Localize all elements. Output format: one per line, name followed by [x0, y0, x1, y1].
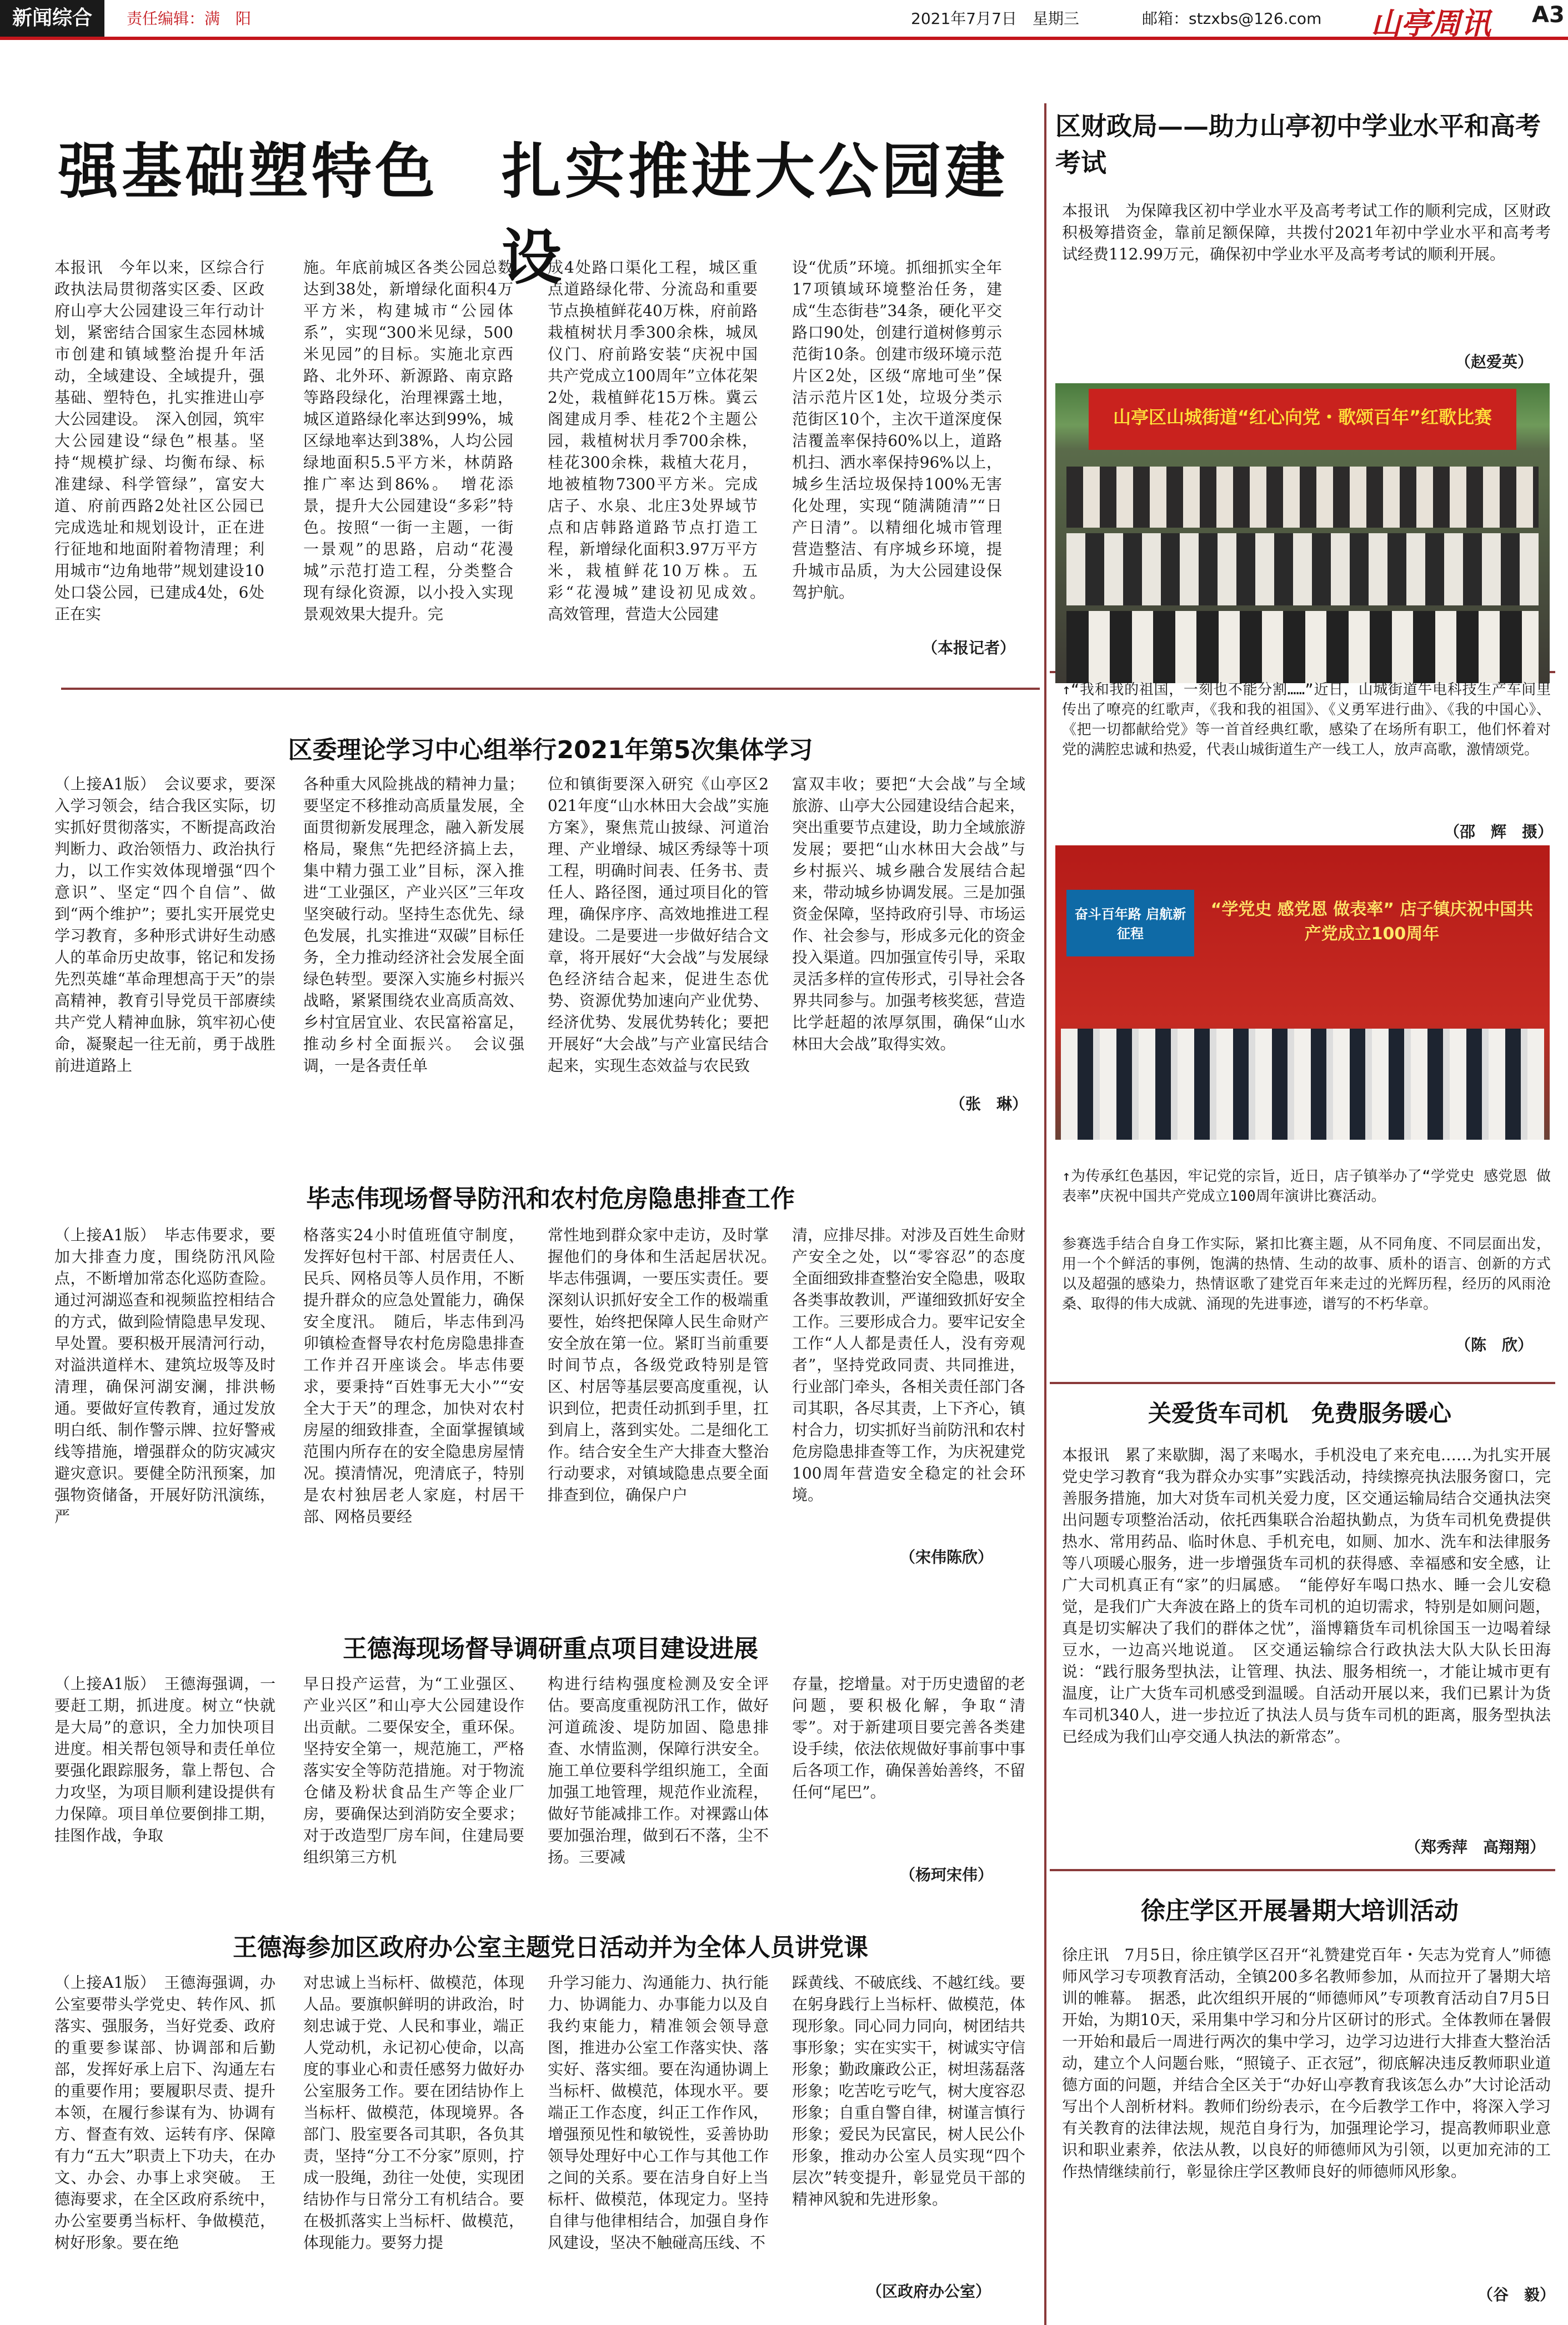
byline: （本报记者） — [922, 639, 1016, 657]
headline-finance-bureau — [1055, 108, 1544, 181]
article-column: （上接A1版） 王德海强调，办公室要带头学党史、转作风、抓落实、强服务，当好党委、政府的重要参谋部、协调部和后勤部，发挥好承上启下、沟通左右的重要作用；要履职尽责、提升本领，在履行参谋有为、协调有方、督查有效、运转有序、保障有力“五大”职责上下功夫，在办文、办会、办事上求突破。 王德海要求，在全区政府系统中，办公室要勇当标杆、争做模范，树好形象。要在绝 — [54, 1973, 275, 2252]
article-party-lecture — [54, 1972, 1043, 2305]
article-column: 本报讯 今年以来，区综合行政执法局贯彻落实区委、区政府山亭大公园建设三年行动计划，紧密结合国家生态园林城市创建和镇域整治提升年活动，全域建设、全域提升，强基础、塑特色，扎实推进山亭大公园建设。 深入创园，筑牢大公园建设“绿色”根基。坚持“规模扩绿、均衡布绿、标准建绿、科学管绿”，富安大道、府前西路2处社区公园已完成选址和规划设计，正在进行征地和地面附着物清理；利用城市“边角地带”规划建设10处口袋公园，已建成4处，6处正在实 — [54, 258, 265, 623]
article-column: 各种重大风险挑战的精神力量；要坚定不移推动高质量发展，全面贯彻新发展理念，融入新发展格局，聚焦“先把经济搞上去，集中精力强工业”目标，深入推进“工业强区，产业兴区”三年攻坚突破行动。坚持生态优先、绿色发展，扎实推进“双碳”目标任务，全力推动经济社会发展全面绿色转型。要深入实施乡村振兴战略，紧紧围绕农业高质高效、乡村宜居宜业、农民富裕富足，推动乡村全面振兴。 会议强调，一是各责任单 — [303, 775, 524, 1075]
banner-text: 奋斗百年路 启航新征程 — [1074, 906, 1186, 941]
headline-truck-drivers: 关爱货车司机 免费服务暖心 — [1148, 1400, 1451, 1427]
article-column: 施。年底前城区各类公园总数达到38处，新增绿化面积4万平方米，构建城市“公园体系”，实现“300米见绿，500米见园”的目标。实施北京西路、北外环、新源路、南京路等路段绿化，治理裸露土地，城区道路绿化率达到99%，城区绿地率达到38%，人均公园绿地面积5.5平方米，林荫路推广率达到86%。 增花添景，提升大公园建设“多彩”特色。按照“一街一主题，一街一景观”的思路，启动“花漫城”示范打造工程，分类整合现有绿化资源，以小投入实现景观效果大提升。完 — [303, 258, 513, 623]
chorus-row — [1066, 467, 1539, 528]
article-column: （上接A1版） 会议要求，要深入学习领会，结合我区实际，切实抓好贯彻落实，不断提高政治判断力、政治领悟力、政治执行力，以工作实效体现增强“四个意识”、坚定“四个自信”、做到“两个维护”；要扎实开展党史学习教育，多种形式讲好生动感人的革命历史故事，铭记和发扬先烈英雄“革命理想高于天”的崇高精神，教育引导党员干部赓续共产党人精神血脉，筑牢初心使命，凝聚起一往无前，勇于战胜前进道路上 — [54, 775, 275, 1075]
section-divider — [1050, 1869, 1555, 1871]
article-park-construction — [54, 257, 1043, 662]
page-number: A3 — [1532, 2, 1565, 28]
byline: （郑秀萍 高翔翔） — [1405, 1838, 1546, 1856]
article-theory-study — [54, 773, 1043, 1112]
article-column: （上接A1版） 毕志伟要求，要加大排查力度，围绕防汛风险点，不断增加常态化巡防查险。通过河湖巡查和视频监控相结合的方式，做到险情隐患早发现、早处置。要积极开展清河行动，对溢洪道样木、建筑垃圾等及时清理，确保河湖安澜，排洪畅通。要做好宣传教育，通过发放明白纸、制作警示牌、拉好警戒线等措施，增强群众的防灾减灾避灾意识。要健全防汛预案，加强物资储备，开展好防汛演练，严 — [54, 1226, 275, 1526]
article-column: 富双丰收；要把“大会战”与全域旅游、山亭大公园建设结合起来，突出重要节点建设，助力全域旅游发展；要把“山水林田大会战”与乡村振兴、城乡融合发展结合起来，带动城乡协调发展。三是加强资金保障，坚持政府引导、市场运作、社会参与，形成多元化的资金投入渠道。四加强宣传引导，采取灵活多样的宣传形式，引导社会各界共同参与。加强考核奖惩，营造比学赶超的浓厚氛围，确保“山水林田大会战”取得实效。 — [792, 775, 1026, 1053]
article-project-inspection — [54, 1673, 1043, 1873]
photo-caption: 参赛选手结合自身工作实际，紧扣比赛主题，从不同角度、不同层面出发，用一个个鲜活的事例，饱满的热情、生动的故事、质朴的语言、创新的方式以及超强的感染力，热情讴歌了建党百年来走过的光辉历程，经历的风雨沧桑、取得的伟大成就、涌现的先进事迹，谱写的不朽华章。 — [1062, 1236, 1551, 1312]
newspaper-logo: 山亭周讯 — [1371, 6, 1491, 41]
article-column: 格落实24小时值班值守制度，发挥好包村干部、村居责任人、民兵、网格员等人员作用，不断提升群众的应急处置能力，确保安全度汛。 随后，毕志伟到冯卯镇检查督导农村危房隐患排查工作并召开座谈会。毕志伟要求，要秉持“百姓事无大小”“安全大于天”的理念，加快对农村房屋的细致排查，全面掌握镇域范围内所存在的安全隐患房屋情况。摸清情况，兜清底子，特别是农村独居老人家庭，村居干部、网格员要经 — [303, 1226, 524, 1526]
photo-caption: ↑“我和我的祖国，一刻也不能分割……”近日，山城街道牛电科技生产车间里传出了嘹亮的红歌声，《我和我的祖国》、《义勇军进行曲》、《我的中国心》、《把一切都献给党》等一首首经典红歌，感染了在场所有职工，他们怀着对党的满腔忠诚和热爱，代表山城街道生产一线工人，放声高歌，激情颂党。 — [1062, 682, 1551, 758]
stage-banner — [1089, 389, 1516, 450]
article-column: 设“优质”环境。抓细抓实全年17项镇域环境整治任务，建成“生态街巷”34条，硬化平交路口90处，创建行道树修剪示范街10条。创建市级环境示范片区2处，区级“席地可坐”保洁示范片区1处，垃圾分类示范街区10个，主次干道深度保洁覆盖率保持60%以上，道路机扫、洒水率保持96%以上，城乡生活垃圾保持100%无害化处理，实现“随满随清”“日产日清”。以精细化城市管理营造整洁、有序城乡环境，提升城市品质，为大公园建设保驾护航。 — [792, 258, 1002, 602]
article-column: 常性地到群众家中走访，及时掌握他们的身体和生活起居状况。 毕志伟强调，一要压实责任。要深刻认识抓好安全工作的极端重要性，始终把保障人民生命财产安全放在第一位。紧盯当前重要时间节点，各级党政特别是管区、村居等基层要高度重视，认识到位，把责任动抓到手里，扛到肩上，落到实处。二是细化工作。结合安全生产大排查大整治行动要求，对镇域隐患点要全面排查到位，确保户户 — [548, 1226, 785, 1504]
article-column: 存量，挖增量。对于历史遗留的老问题，要积极化解，争取“清零”。对于新建项目要完善各类建设手续，依法依规做好事前事中事后各项工作，确保善始善终，不留任何“尾巴”。 — [792, 1675, 1026, 1801]
section-divider — [1050, 1382, 1555, 1384]
article-truck-drivers-body: 本报讯 累了来歇脚，渴了来喝水，手机没电了来充电……为扎实开展党史学习教育“我为群众办实事”实践活动，持续擦亮执法服务窗口，完善服务措施，加大对货车司机关爱力度，区交通运输局结合交通执法突出问题专项整治活动，依托西集联合治超执勤点，为货车司机免费提供热水、常用药品、临时休息、手机充电，如厕、加水、洗车和法律服务等八项暖心服务，进一步增强货车司机的获得感、幸福感和安全感，让广大司机真正有“家”的归属感。 “能停好车喝口热水、睡一会儿安稳觉，是我们广大奔波在路上的货车司机的迫切需求，特别是如厕问题，真是切实解决了我们的群体之忧”，淄博籍货车司机徐国玉一边喝着绿豆水，一边高兴地说道。 区交通运输综合行政执法大队大队长田海说：“践行服务型执法，让管理、执法、服务相统一，才能让城市更有温度，让广大货车司机感受到温暖。自活动开展以来，我们已累计为货车司机340人，进一步拉近了执法人员与货车司机的距离，服务型执法已经成为我们山亭交通人执法的新常态”。 — [1062, 1446, 1551, 1746]
byline: （谷 毅） — [1477, 2286, 1556, 2304]
side-banner — [1066, 890, 1194, 956]
byline: （赵爱英） — [1455, 353, 1534, 371]
chorus-row — [1066, 533, 1539, 605]
editor-credit: 责任编辑：满 阳 — [127, 9, 252, 28]
contestant-row — [1061, 1029, 1544, 1140]
banner-text: “学党史 感党恩 做表率” 店子镇庆祝中国共产党成立100周年 — [1210, 900, 1534, 944]
section-tab: 新闻综合 — [0, 0, 104, 37]
photo-caption: ↑为传承红色基因，牢记党的宗旨，近日，店子镇举办了“学党史 感党恩 做表率”庆祝中国共产党成立100周年演讲比赛活动。 — [1062, 1168, 1551, 1205]
photo-credit: （邵 辉 摄） — [1444, 823, 1554, 841]
issue-date: 2021年7月7日 星期三 — [911, 9, 1079, 28]
headline-text: 区财政局——助力山亭初中学业水平和高考考试 — [1055, 111, 1541, 178]
headline-teacher-training: 徐庄学区开展暑期大培训活动 — [1141, 1897, 1459, 1925]
chorus-row — [1066, 611, 1539, 683]
article-finance-body: 本报讯 为保障我区初中学业水平及高考考试工作的顺利完成，区财政积极筹措资金，靠前足额保障，共拨付2021年初中学业水平和高考考试经费112.99万元，确保初中学业水平及高考考试的顺利开展。 — [1062, 202, 1551, 263]
article-column: 对忠诚上当标杆、做模范，体现人品。要旗帜鲜明的讲政治，时刻忠诚于党、人民和事业，端正人党动机，永记初心使命，以高度的事业心和责任感努力做好办公室服务工作。要在团结协作上当标杆、做模范，体现境界。各部门、股室要各司其职，各负其责，坚持“分工不分家”原则，拧成一股绳，劲往一处使，实现团结协作与日常分工有机结合。要在极抓落实上当标杆、做模范，体现能力。要努力提 — [303, 1973, 524, 2252]
article-column: 升学习能力、沟通能力、执行能力、协调能力、办事能力以及自我约束能力，精准领会领导意图，推进办公室工作落实快、落实好、落实细。要在沟通协调上当标杆、做模范，体现水平。要端正工作态度，纠正工作作风，增强预见性和敏锐性，妥善协助领导处理好中心工作与其他工作之间的关系。要在洁身自好上当标杆、做模范，体现定力。坚持自律与他律相结合，加强自身作风建设，坚决不触碰高压线、不 — [548, 1973, 769, 2252]
article-column: （上接A1版） 王德海强调，一要赶工期，抓进度。树立“快就是大局”的意识，全力加快项目进度。相关帮包领导和责任单位要强化跟踪服务，靠上帮包、合力攻坚，为项目顺利建设提供有力保障。项目单位要倒排工期，挂图作战，争取 — [54, 1675, 275, 1845]
byline: （杨珂宋伟） — [900, 1866, 994, 1884]
headline-project-inspection: 王德海现场督导调研重点项目建设进展 — [343, 1635, 758, 1663]
section-divider — [61, 688, 1040, 690]
stage-screen — [1205, 884, 1539, 973]
article-column: 早日投产运营，为“工业强区、产业兴区”和山亭大公园建设作出贡献。二要保安全，重环保。坚持安全第一，规范施工，严格落实安全等防范措施。对于物流仓储及粉状食品生产等企业厂房，要确保达到消防安全要求；对于改造型厂房车间，住建局要组织第三方机 — [303, 1675, 524, 1866]
byline: （张 琳） — [950, 1095, 1028, 1113]
photo-credit: （陈 欣） — [1455, 1336, 1534, 1354]
byline: （区政府办公室） — [866, 2282, 991, 2301]
article-teacher-training-body: 徐庄讯 7月5日，徐庄镇学区召开“礼赞建党百年・矢志为党育人”师德师风学习专项教育活动，全镇200多名教师参加，从而拉开了暑期大培训的帷幕。 据悉，此次组织开展的“师德师风”专项教育活动自7月5日开始，为期10天，采用集中学习和分片区研讨的形式。全体教师在暑假一开始和最后一周进行两次的集中学习，边学习边进行大排查大整治活动，建立个人问题台账，“照镜子、正衣冠”，彻底解决违反教师职业道德方面的问题，并结合全区关于“办好山亭教育我该怎么办”大讨论活动写出个人剖析材料。教师们纷纷表示，在今后教学工作中，将深入学习有关教育的法律法规，规范自身行为，加强理论学习，提高教师职业意识和职业素养，依法从教，以良好的师德师风为引领，以更加充沛的工作热情继续前行，彰显徐庄学区教师良好的师德师风形象。 — [1062, 1946, 1551, 2181]
contact-email: 邮箱：stzxbs@126.com — [1142, 9, 1322, 28]
article-column: 成4处路口渠化工程，城区重点道路绿化带、分流岛和重要节点换植鲜花40万株，府前路栽植树状月季300余株，城凤仪门、府前路安装“庆祝中国共产党成立100周年”立体花架2处，栽植鲜花15万株。冀云阁建成月季、桂花2个主题公园，栽植树状月季700余株，桂花300余株，栽植大花月，地被植物7300平方米。完成店子、水泉、北庄3处界域节点和店韩路道路节点打造工程，新增绿化面积3.97万平方米，栽植鲜花10万株。五彩“花漫城”建设初见成效。 高效管理，营造大公园建 — [548, 258, 774, 623]
photo-red-song-chorus — [1055, 383, 1550, 683]
article-column: 踩黄线、不破底线、不越红线。要在躬身践行上当标杆、做模范，体现形象。同心同力同向，树团结共事形象；实在实实干，树诚实守信形象；勤政廉政公正，树坦荡磊落形象；吃苦吃亏吃气，树大度容忍形象；自重自警自律，树谨言慎行形象；爱民为民富民，树人民公仆形象，推动办公室人员实现“四个层次”转变提升，彰显党员干部的精神风貌和先进形象。 — [792, 1973, 1026, 2208]
column-divider — [1044, 103, 1046, 2325]
article-column: 构进行结构强度检测及安全评估。要高度重视防汛工作，做好河道疏浚、堤防加固、隐患排查、水情监测，保障行洪安全。施工单位要科学组织施工，全面加强工地管理，规范作业流程，做好节能减排工作。对裸露山体要加强治理，做到石不落，尘不扬。三要减 — [548, 1675, 769, 1866]
headline-theory-study: 区委理论学习中心组举行2021年第5次集体学习 — [288, 736, 813, 764]
banner-text: 山亭区山城街道“红心向党・歌颂百年”红歌比赛 — [1113, 407, 1492, 428]
article-column: 位和镇街要深入研究《山亭区2021年度“山水林田大会战”实施方案》，聚焦荒山披绿、河道治理、产业增绿、城区秀绿等十项工程，明确时间表、任务书、责任人、路径图，通过项目化的管理，确保序序、高效地推进工程建设。二是要进一步做好结合文章，将开展好“大会战”与发展绿色经济结合起来，促进生态优势、资源优势加速向产业优势、经济优势、发展优势转化；要把开展好“大会战”与产业富民结合起来，实现生态效益与农民致 — [548, 775, 769, 1075]
headline-park-construction: 强基础塑特色 扎实推进大公园建设 — [58, 137, 1008, 293]
article-column: 清，应排尽排。对涉及百姓生命财产安全之处，以“零容忍”的态度全面细致排查整治安全隐患，吸取各类事故教训，严谨细致抓好安全工作。三要形成合力。要牢记安全工作“人人都是责任人，没有旁观者”，坚持党政同责、共同推进，行业部门牵头，各相关责任部门各司其职，各尽其责，上下齐心，镇村合力，切实抓好当前防汛和农村危房隐患排查等工作，为庆祝建党100周年营造安全稳定的社会环境。 — [792, 1226, 1026, 1504]
byline: （宋伟陈欣） — [900, 1548, 994, 1566]
photo-speech-contest — [1055, 845, 1550, 1140]
headline-flood-inspection: 毕志伟现场督导防汛和农村危房隐患排查工作 — [306, 1185, 795, 1213]
article-flood-inspection — [54, 1224, 1043, 1563]
headline-party-lecture: 王德海参加区政府办公室主题党日活动并为全体人员讲党课 — [233, 1933, 868, 1962]
